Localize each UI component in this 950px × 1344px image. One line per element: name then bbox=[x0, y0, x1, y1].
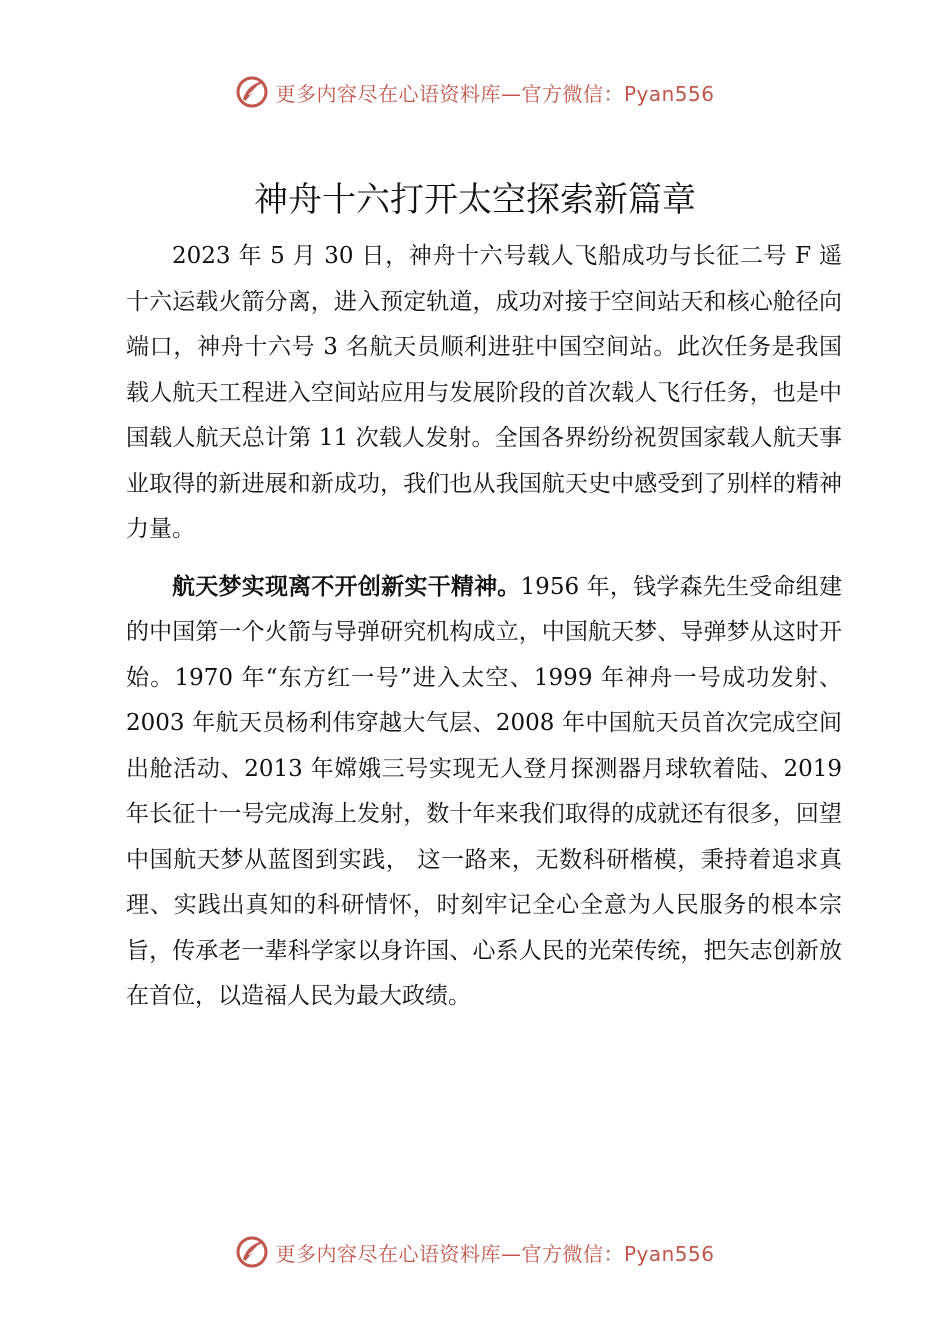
footer-watermark-text: 更多内容尽在心语资料库—官方微信：Pyan556 bbox=[275, 1241, 715, 1266]
article-body bbox=[126, 234, 842, 1020]
brand-logo-icon bbox=[235, 75, 269, 109]
brand-logo-icon bbox=[235, 1235, 269, 1269]
paragraph-1 bbox=[126, 234, 842, 553]
paragraph-2-lead: 航天梦实现离不开创新实干精神。 bbox=[172, 573, 521, 600]
header-watermark-text: 更多内容尽在心语资料库—官方微信：Pyan556 bbox=[275, 81, 715, 106]
paragraph-2 bbox=[126, 565, 842, 1020]
footer-watermark-banner bbox=[0, 1232, 950, 1272]
paragraph-2-text: 1956 年，钱学森先生受命组建的中国第一个火箭与导弹研究机构成立，中国航天梦、导弹梦从这时开始。1970 年“东方红一号”进入太空、1999 年神舟一号成功发射、2003 年航天员杨利伟穿越大气层、2008 年中国航天员首次完成空间出舱活动、2013 年嫦娥三号实现无人登月探测器月球软着陆、2019 年长征十一号完成海上发射，数十年来我们取得的成就还有很多，回望中国航天梦从蓝图到实践， 这一路来，无数科研楷模，秉持着追求真理、实践出真知的科研情怀，时刻牢记全心全意为人民服务的根本宗旨，传承老一辈科学家以身许国、心系人民的光荣传统，把矢志创新放在首位，以造福人民为最大政绩。 bbox=[126, 573, 842, 1009]
header-watermark-banner bbox=[0, 72, 950, 112]
page-title: 神舟十六打开太空探索新篇章 bbox=[254, 180, 696, 220]
paragraph-1-text: 2023 年 5 月 30 日，神舟十六号载人飞船成功与长征二号 F 遥十六运载火箭分离，进入预定轨道，成功对接于空间站天和核心舱径向端口，神舟十六号 3 名航天员顺利进驻中国空间站。此次任务是我国载人航天工程进入空间站应用与发展阶段的首次载人飞行任务，也是中国载人航天总计第 11 次载人发射。全国各界纷纷祝贺国家载人航天事业取得的新进展和新成功，我们也从我国航天史中感受到了别样的精神力量。 bbox=[126, 243, 842, 542]
